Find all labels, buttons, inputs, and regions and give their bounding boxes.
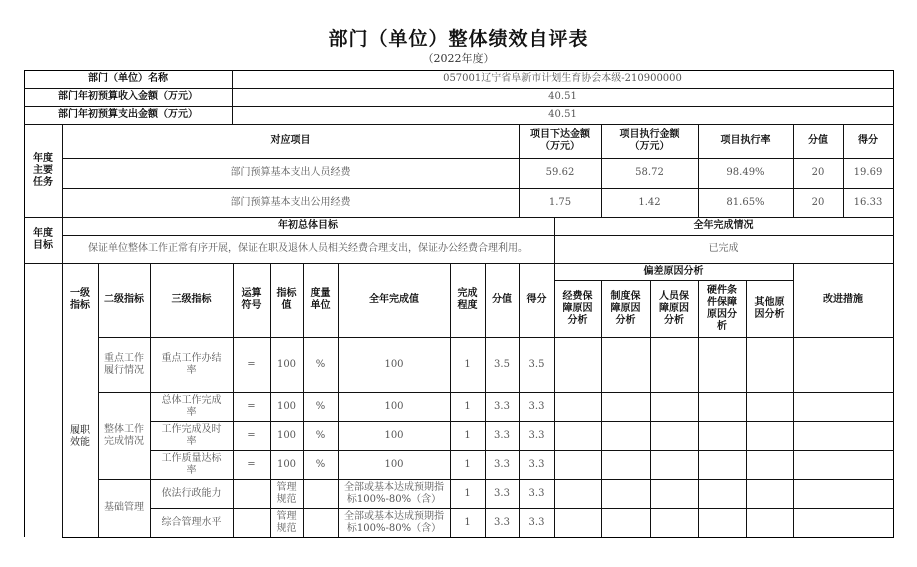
ind-row-4-operator: = bbox=[247, 458, 256, 470]
task-row-2-executed: 1.42 bbox=[638, 196, 661, 208]
ind-row-6-operator bbox=[233, 508, 270, 537]
expense-value: 40.51 bbox=[548, 109, 577, 120]
ind-row-5-operator bbox=[233, 479, 270, 508]
tasks-header-executed: 项目执行金额（万元） bbox=[619, 129, 680, 152]
ind-row-1-unit: % bbox=[315, 358, 326, 370]
ind-row-3-score: 3.3 bbox=[528, 429, 545, 441]
ind-header-dev-funding: 经费保障原因分析 bbox=[562, 290, 593, 326]
ind-header-score-value: 分值 bbox=[492, 294, 512, 305]
ind-row-3-level3: 工作完成及时率 bbox=[161, 423, 222, 447]
ind-row-6-degree: 1 bbox=[464, 516, 471, 528]
task-row-1-project: 部门预算基本支出人员经费 bbox=[230, 167, 351, 178]
goals-initial-header: 年初总体目标 bbox=[278, 220, 338, 231]
tasks-header-score-value: 分值 bbox=[808, 135, 828, 146]
ind-row-2-score-value: 3.3 bbox=[494, 400, 510, 412]
ind-row-3-actual: 100 bbox=[384, 429, 404, 441]
ind-header-unit: 度量单位 bbox=[310, 288, 331, 311]
ind-row-4-score: 3.3 bbox=[528, 458, 545, 470]
ind-header-target: 指标值 bbox=[276, 288, 297, 311]
ind-header-dev-hardware: 硬件条件保障原因分析 bbox=[707, 284, 737, 332]
ind-row-2-operator: = bbox=[247, 400, 256, 412]
task-row-1-executed: 58.72 bbox=[635, 167, 664, 178]
goals-section-label: 年度目标 bbox=[33, 228, 53, 251]
tasks-header-project: 对应项目 bbox=[270, 135, 311, 146]
ind-row-1-degree: 1 bbox=[464, 358, 471, 370]
ind-level1-label: 履职效能 bbox=[70, 425, 90, 448]
ind-group-2-level2: 整体工作完成情况 bbox=[104, 423, 144, 447]
goals-completion-text: 已完成 bbox=[708, 243, 739, 254]
ind-row-4-level3: 工作质量达标率 bbox=[161, 452, 222, 476]
ind-group-3-level2: 基础管理 bbox=[104, 502, 144, 513]
task-row-2-allocated: 1.75 bbox=[548, 196, 572, 208]
expense-label: 部门年初预算支出金额（万元） bbox=[58, 109, 198, 120]
ind-row-5-actual: 全部或基本达成预期指标100%-80%（含） bbox=[344, 481, 444, 505]
ind-row-1-actual: 100 bbox=[384, 358, 404, 370]
goals-initial-text: 保证单位整体工作正常有序开展，保证在职及退休人员相关经费合理支出，保证办公经费合理利用。 bbox=[88, 243, 528, 254]
ind-row-4-score-value: 3.3 bbox=[494, 458, 510, 470]
ind-header-operator: 运算符号 bbox=[241, 288, 262, 311]
ind-row-6-score-value: 3.3 bbox=[494, 516, 510, 528]
task-row-2-score: 16.33 bbox=[853, 196, 883, 208]
ind-header-degree: 完成程度 bbox=[457, 288, 478, 311]
ind-row-5-unit bbox=[303, 479, 338, 508]
unit-name-label: 部门（单位）名称 bbox=[88, 73, 168, 84]
ind-row-4-actual: 100 bbox=[384, 458, 404, 470]
ind-row-5-score-value: 3.3 bbox=[494, 487, 510, 499]
ind-row-6-score: 3.3 bbox=[528, 516, 545, 528]
ind-row-5-level3: 依法行政能力 bbox=[161, 487, 222, 499]
ind-row-6-target: 管理规范 bbox=[276, 510, 297, 534]
ind-row-2-actual: 100 bbox=[384, 400, 404, 412]
ind-row-4-unit: % bbox=[315, 458, 326, 470]
task-row-2-score-value: 20 bbox=[811, 196, 825, 208]
ind-row-5-degree: 1 bbox=[464, 487, 471, 499]
ind-row-1-level3: 重点工作办结率 bbox=[161, 352, 222, 376]
tasks-header-allocated: 项目下达金额（万元） bbox=[530, 129, 590, 152]
ind-row-2-level3: 总体工作完成率 bbox=[161, 394, 222, 418]
income-label: 部门年初预算收入金额（万元） bbox=[58, 91, 198, 102]
ind-header-dev-system: 制度保障原因分析 bbox=[610, 290, 641, 326]
ind-group-1-level2: 重点工作履行情况 bbox=[104, 352, 144, 376]
goals-completion-header: 全年完成情况 bbox=[693, 220, 754, 231]
tasks-header-rate: 项目执行率 bbox=[720, 135, 771, 146]
ind-row-3-unit: % bbox=[315, 429, 326, 441]
ind-header-deviation: 偏差原因分析 bbox=[643, 265, 704, 277]
income-value: 40.51 bbox=[548, 91, 577, 102]
ind-row-3-score-value: 3.3 bbox=[494, 429, 510, 441]
ind-row-5-target: 管理规范 bbox=[276, 481, 297, 505]
task-row-2-rate: 81.65% bbox=[726, 196, 765, 208]
ind-row-3-target: 100 bbox=[276, 429, 297, 441]
task-row-1-score: 19.69 bbox=[853, 167, 883, 178]
task-row-1-rate: 98.49% bbox=[726, 167, 765, 178]
ind-row-1-target: 100 bbox=[276, 358, 297, 370]
tasks-header-score: 得分 bbox=[858, 135, 878, 146]
ind-row-2-target: 100 bbox=[276, 400, 297, 412]
page-subtitle-year: （2022年度） bbox=[422, 52, 495, 65]
task-row-1-score-value: 20 bbox=[811, 167, 825, 178]
ind-header-score: 得分 bbox=[526, 294, 547, 305]
ind-row-1-operator: = bbox=[247, 358, 256, 370]
ind-header-dev-other: 其他原因分析 bbox=[754, 296, 785, 320]
page-title: 部门（单位）整体绩效自评表 bbox=[328, 28, 589, 50]
ind-header-improvement: 改进措施 bbox=[823, 294, 863, 305]
ind-row-4-degree: 1 bbox=[464, 458, 471, 470]
ind-row-3-operator: = bbox=[247, 429, 256, 441]
ind-row-1-score-value: 3.5 bbox=[494, 358, 510, 370]
ind-header-actual: 全年完成值 bbox=[369, 294, 419, 305]
tasks-section-label: 年度主要任务 bbox=[33, 152, 53, 188]
ind-row-3-degree: 1 bbox=[464, 429, 471, 441]
task-row-2-project: 部门预算基本支出公用经费 bbox=[230, 196, 351, 208]
ind-row-5-score: 3.3 bbox=[528, 487, 545, 499]
ind-header-level3: 三级指标 bbox=[171, 294, 212, 305]
ind-row-2-degree: 1 bbox=[464, 400, 471, 412]
ind-header-level1: 一级指标 bbox=[70, 288, 90, 311]
ind-row-4-target: 100 bbox=[276, 458, 297, 470]
ind-row-2-unit: % bbox=[315, 400, 326, 412]
ind-header-level2: 二级指标 bbox=[104, 294, 144, 305]
ind-row-6-actual: 全部或基本达成预期指标100%-80%（含） bbox=[344, 510, 444, 534]
ind-row-1-score: 3.5 bbox=[528, 358, 545, 370]
ind-header-dev-staff: 人员保障原因分析 bbox=[659, 290, 689, 326]
ind-row-6-unit bbox=[303, 508, 338, 537]
ind-row-6-level3: 综合管理水平 bbox=[161, 516, 222, 528]
unit-name-value: 057001辽宁省阜新市计划生育协会本级-210900000 bbox=[443, 73, 682, 84]
task-row-1-allocated: 59.62 bbox=[545, 167, 575, 178]
ind-row-2-score: 3.3 bbox=[528, 400, 545, 412]
